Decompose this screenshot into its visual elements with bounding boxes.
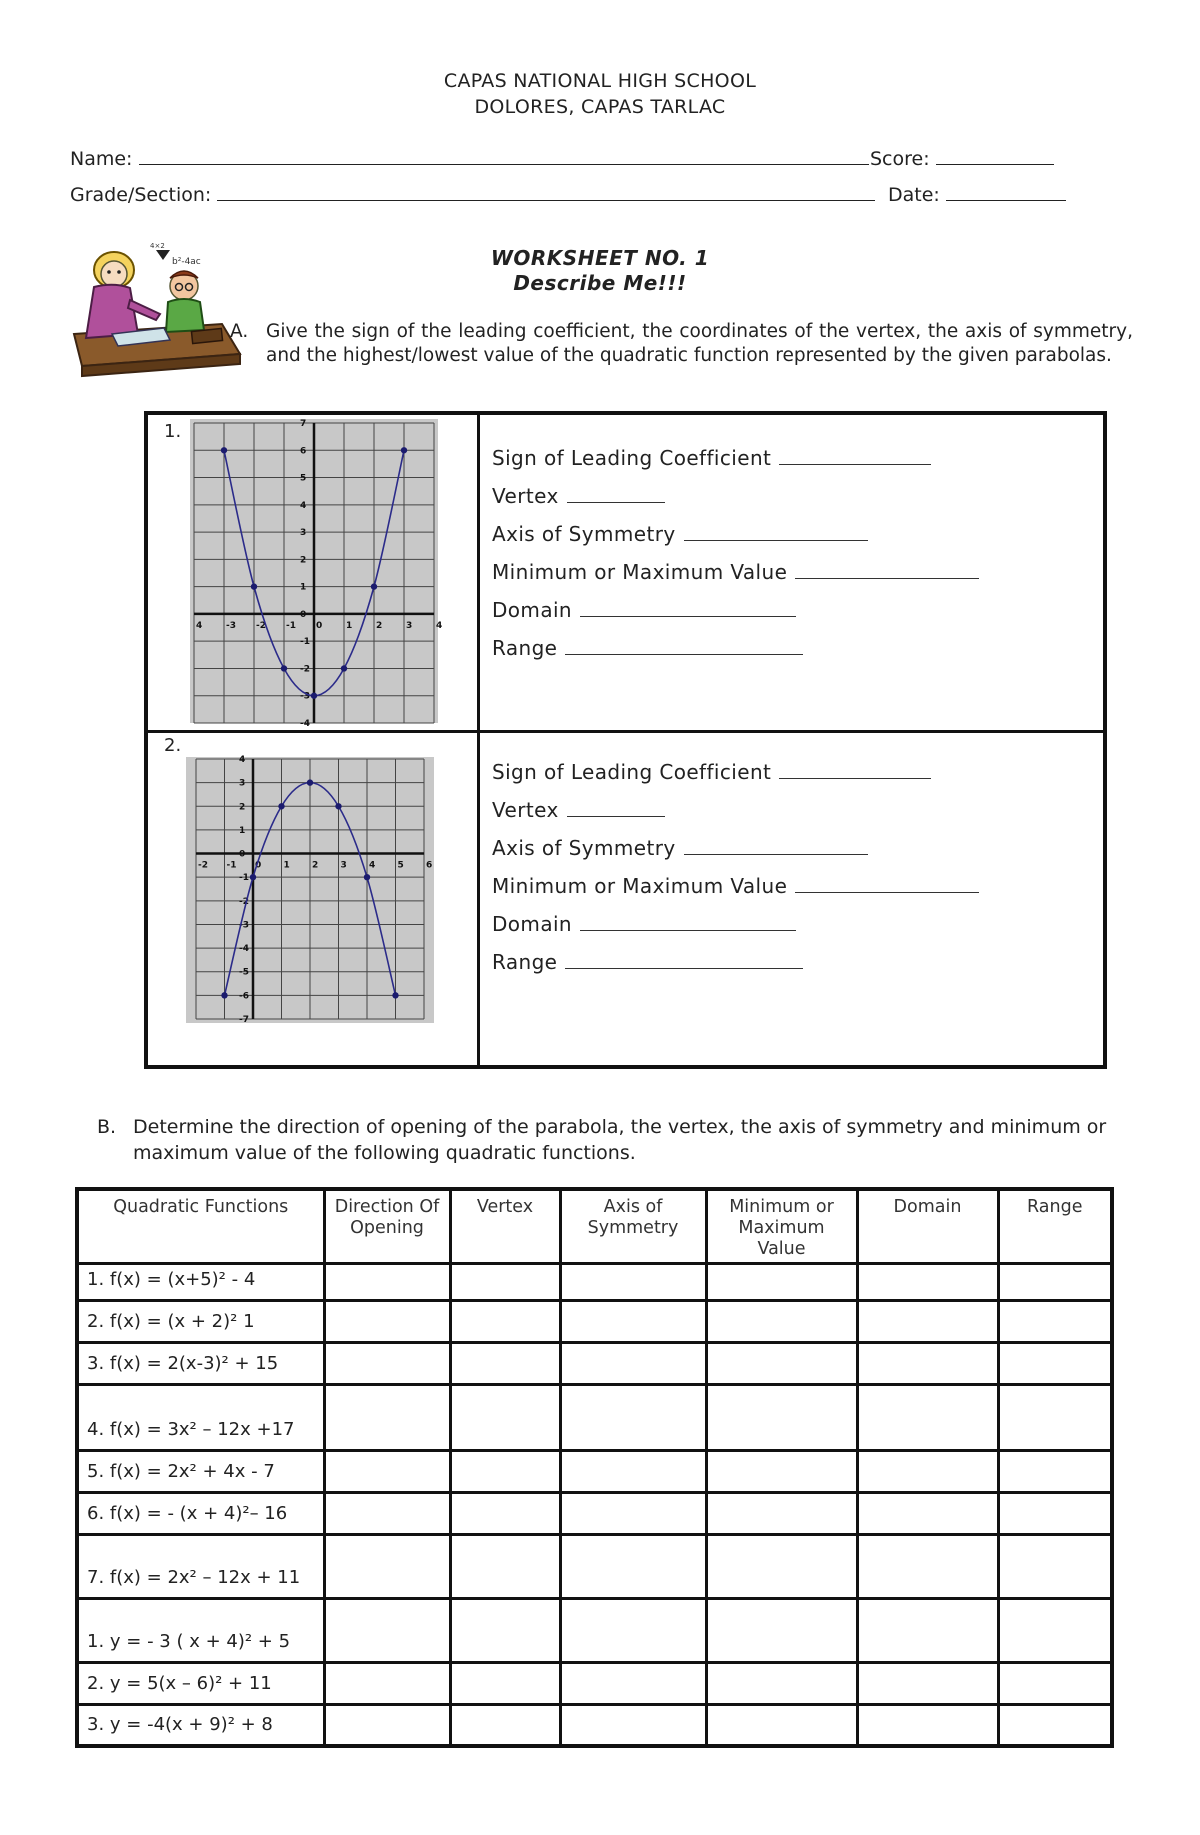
name-label: Name: — [70, 148, 133, 170]
data-point — [221, 992, 227, 998]
y-tick-label: -3 — [300, 691, 310, 702]
answer-cell[interactable] — [560, 1300, 706, 1342]
date-field[interactable] — [888, 182, 1066, 206]
item-1-number: 1. — [164, 421, 182, 442]
answer-cell[interactable] — [998, 1450, 1112, 1492]
answer-cell[interactable] — [857, 1598, 998, 1662]
column-header: Quadratic Functions — [77, 1189, 324, 1263]
answer-cell[interactable] — [706, 1342, 857, 1384]
answer-cell[interactable] — [857, 1342, 998, 1384]
table-row — [77, 1263, 1112, 1300]
table-row — [77, 1662, 1112, 1704]
question-row[interactable] — [492, 553, 979, 591]
column-header: Direction Of Opening — [324, 1189, 450, 1263]
data-point — [371, 583, 377, 589]
answer-cell[interactable] — [450, 1534, 560, 1598]
y-tick-label: -4 — [239, 944, 249, 955]
part-a-instruction-text: Give the sign of the leading coefficient, the coordinates of the vertex, the axis of symmetry, and the highest/lowest value of the quadratic function represented by the given parabolas. — [266, 321, 1133, 366]
function-cell: 2. f(x) = (x + 2)² 1 — [77, 1300, 324, 1342]
x-tick-label: 4 — [436, 620, 443, 631]
function-cell: 4. f(x) = 3x² – 12x +17 — [77, 1384, 324, 1450]
y-tick-label: 1 — [239, 825, 246, 836]
answer-cell[interactable] — [998, 1534, 1112, 1598]
data-point — [401, 447, 407, 453]
parabola-graph-1 — [190, 419, 443, 729]
answer-cell[interactable] — [560, 1450, 706, 1492]
data-point — [335, 803, 341, 809]
svg-text:b²-4ac: b²-4ac — [172, 257, 201, 267]
data-point — [341, 665, 347, 671]
y-tick-label: 4 — [300, 500, 307, 511]
answer-blank[interactable] — [580, 598, 796, 617]
y-tick-label: -2 — [300, 664, 310, 675]
data-point — [251, 583, 257, 589]
x-tick-label: 0 — [255, 860, 262, 871]
answer-blank[interactable] — [684, 836, 868, 855]
question-row[interactable] — [492, 477, 979, 515]
y-tick-label: 5 — [300, 473, 307, 484]
column-header: Vertex — [450, 1189, 560, 1263]
answer-cell[interactable] — [706, 1450, 857, 1492]
answer-cell[interactable] — [706, 1534, 857, 1598]
y-tick-label: -6 — [239, 991, 249, 1002]
parabola-graph-2 — [186, 757, 434, 1023]
x-tick-label: 1 — [346, 620, 353, 631]
answer-cell[interactable] — [706, 1263, 857, 1300]
answer-cell[interactable] — [706, 1384, 857, 1450]
question-label: Domain — [492, 598, 573, 622]
answer-cell[interactable] — [857, 1704, 998, 1746]
answer-blank[interactable] — [795, 874, 979, 893]
answer-cell[interactable] — [857, 1450, 998, 1492]
function-cell: 1. y = - 3 ( x + 4)² + 5 — [77, 1598, 324, 1662]
function-cell: 2. y = 5(x – 6)² + 11 — [77, 1662, 324, 1704]
answer-cell[interactable] — [450, 1342, 560, 1384]
question-row[interactable] — [492, 943, 979, 981]
score-line[interactable] — [936, 146, 1054, 165]
y-tick-label: -5 — [239, 967, 249, 978]
answer-cell[interactable] — [450, 1662, 560, 1704]
answer-cell[interactable] — [324, 1534, 450, 1598]
answer-cell[interactable] — [450, 1384, 560, 1450]
answer-cell[interactable] — [560, 1492, 706, 1534]
answer-cell[interactable] — [560, 1263, 706, 1300]
answer-cell[interactable] — [998, 1598, 1112, 1662]
answer-cell[interactable] — [450, 1492, 560, 1534]
data-point — [392, 992, 398, 998]
school-name: CAPAS NATIONAL HIGH SCHOOL — [443, 70, 757, 92]
answer-blank[interactable] — [565, 950, 803, 969]
answer-cell[interactable] — [998, 1492, 1112, 1534]
item-1-questions — [492, 439, 979, 667]
x-tick-label: -2 — [198, 860, 208, 871]
y-tick-label: 7 — [300, 419, 307, 429]
function-cell: 5. f(x) = 2x² + 4x - 7 — [77, 1450, 324, 1492]
answer-cell[interactable] — [706, 1704, 857, 1746]
column-header: Domain — [857, 1189, 998, 1263]
answer-cell[interactable] — [450, 1450, 560, 1492]
name-field[interactable] — [70, 146, 869, 170]
y-tick-label: 6 — [300, 446, 307, 457]
question-label: Axis of Symmetry — [492, 522, 676, 546]
table-row — [77, 1534, 1112, 1598]
x-tick-label: 4 — [369, 860, 376, 871]
question-label: Range — [492, 636, 558, 660]
y-tick-label: 1 — [300, 582, 307, 593]
answer-cell[interactable] — [450, 1263, 560, 1300]
part-a-table — [144, 411, 1107, 1069]
part-b-instruction — [97, 1114, 1117, 1166]
date-line[interactable] — [946, 182, 1066, 201]
answer-blank[interactable] — [567, 798, 665, 817]
answer-cell[interactable] — [857, 1384, 998, 1450]
question-row[interactable] — [492, 591, 979, 629]
x-tick-label: 3 — [406, 620, 413, 631]
question-row[interactable] — [492, 629, 979, 667]
answer-cell[interactable] — [450, 1704, 560, 1746]
question-label: Sign of Leading Coefficient — [492, 760, 772, 784]
table-row — [77, 1450, 1112, 1492]
answer-cell[interactable] — [324, 1662, 450, 1704]
data-point — [311, 693, 317, 699]
answer-cell[interactable] — [998, 1384, 1112, 1450]
x-tick-label: -2 — [256, 620, 266, 631]
answer-cell[interactable] — [560, 1342, 706, 1384]
answer-cell[interactable] — [706, 1300, 857, 1342]
date-label: Date: — [888, 184, 940, 206]
answer-blank[interactable] — [779, 446, 931, 465]
x-tick-label: 6 — [426, 860, 433, 871]
score-field[interactable] — [870, 146, 1054, 170]
y-tick-label: 3 — [239, 778, 246, 789]
answer-blank[interactable] — [565, 636, 803, 655]
question-row[interactable] — [492, 753, 979, 791]
part-b-instruction-text: Determine the direction of opening of the parabola, the vertex, the axis of symmetry and minimum or maximum value of the following quadratic functions. — [133, 1116, 1107, 1164]
answer-cell[interactable] — [998, 1300, 1112, 1342]
part-b-table — [75, 1187, 1114, 1748]
column-header: Axis of Symmetry — [560, 1189, 706, 1263]
table-row — [77, 1300, 1112, 1342]
x-tick-label: 2 — [376, 620, 383, 631]
question-label: Vertex — [492, 484, 559, 508]
x-tick-label: 3 — [340, 860, 347, 871]
question-row[interactable] — [492, 867, 979, 905]
name-line[interactable] — [139, 146, 869, 165]
answer-cell[interactable] — [324, 1342, 450, 1384]
x-tick-label: -3 — [226, 620, 236, 631]
svg-text:4×2: 4×2 — [150, 242, 165, 250]
answer-cell[interactable] — [324, 1300, 450, 1342]
question-label: Minimum or Maximum Value — [492, 874, 788, 898]
part-a-instruction — [230, 320, 1133, 368]
answer-cell[interactable] — [560, 1662, 706, 1704]
answer-cell[interactable] — [560, 1704, 706, 1746]
answer-cell[interactable] — [324, 1384, 450, 1450]
table-row — [77, 1492, 1112, 1534]
y-tick-label: 2 — [300, 555, 307, 566]
answer-cell[interactable] — [857, 1534, 998, 1598]
table-header-row — [77, 1189, 1112, 1263]
score-label: Score: — [870, 148, 930, 170]
data-point — [250, 874, 256, 880]
answer-cell[interactable] — [998, 1704, 1112, 1746]
y-tick-label: -1 — [239, 873, 249, 884]
answer-cell[interactable] — [324, 1263, 450, 1300]
question-row[interactable] — [492, 439, 979, 477]
data-point — [307, 779, 313, 785]
item-2-questions — [492, 753, 979, 981]
x-tick-label: 4 — [196, 620, 203, 631]
answer-cell[interactable] — [998, 1263, 1112, 1300]
answer-cell[interactable] — [450, 1598, 560, 1662]
grade-section-field[interactable] — [70, 182, 875, 206]
y-tick-label: 0 — [239, 849, 246, 860]
question-label: Axis of Symmetry — [492, 836, 676, 860]
y-tick-label: 4 — [239, 755, 246, 765]
table-row — [77, 1384, 1112, 1450]
x-tick-label: -1 — [226, 860, 237, 871]
answer-cell[interactable] — [324, 1492, 450, 1534]
answer-cell[interactable] — [857, 1662, 998, 1704]
x-tick-label: -1 — [286, 620, 296, 631]
y-tick-label: -3 — [239, 920, 249, 931]
table-row — [77, 1704, 1112, 1746]
grade-section-line[interactable] — [217, 182, 875, 201]
part-a-column-divider — [477, 415, 480, 1065]
answer-cell[interactable] — [998, 1662, 1112, 1704]
y-tick-label: 3 — [300, 528, 307, 539]
y-tick-label: 2 — [239, 802, 246, 813]
worksheet-title: WORKSHEET NO. 1 — [490, 246, 710, 270]
question-label: Vertex — [492, 798, 559, 822]
data-point — [281, 665, 287, 671]
y-tick-label: -1 — [300, 637, 310, 648]
answer-blank[interactable] — [795, 560, 979, 579]
question-label: Minimum or Maximum Value — [492, 560, 788, 584]
answer-cell[interactable] — [857, 1300, 998, 1342]
answer-cell[interactable] — [998, 1342, 1112, 1384]
question-label: Range — [492, 950, 558, 974]
x-tick-label: 2 — [312, 860, 319, 871]
table-row — [77, 1598, 1112, 1662]
answer-cell[interactable] — [560, 1384, 706, 1450]
answer-cell[interactable] — [706, 1598, 857, 1662]
grade-section-label: Grade/Section: — [70, 184, 212, 206]
worksheet-subtitle: Describe Me!!! — [513, 271, 687, 295]
question-label: Domain — [492, 912, 573, 936]
answer-cell[interactable] — [706, 1492, 857, 1534]
data-point — [221, 447, 227, 453]
answer-cell[interactable] — [857, 1263, 998, 1300]
answer-blank[interactable] — [580, 912, 796, 931]
question-row[interactable] — [492, 905, 979, 943]
y-tick-label: -4 — [300, 719, 310, 729]
column-header: Minimum or Maximum Value — [706, 1189, 857, 1263]
part-b-label: B. — [97, 1116, 117, 1138]
school-address: DOLORES, CAPAS TARLAC — [474, 96, 726, 118]
column-header: Range — [998, 1189, 1112, 1263]
answer-cell[interactable] — [324, 1598, 450, 1662]
y-tick-label: -7 — [239, 1015, 249, 1025]
answer-cell[interactable] — [706, 1662, 857, 1704]
answer-cell[interactable] — [857, 1492, 998, 1534]
function-cell: 6. f(x) = - (x + 4)²– 16 — [77, 1492, 324, 1534]
y-tick-label: -2 — [239, 896, 249, 907]
x-tick-label: 1 — [283, 860, 290, 871]
item-2-number: 2. — [164, 735, 182, 756]
function-cell: 7. f(x) = 2x² – 12x + 11 — [77, 1534, 324, 1598]
function-cell: 3. f(x) = 2(x-3)² + 15 — [77, 1342, 324, 1384]
answer-blank[interactable] — [684, 522, 868, 541]
x-tick-label: 0 — [316, 620, 323, 631]
answer-cell[interactable] — [450, 1300, 560, 1342]
part-a-row-divider — [148, 730, 1103, 733]
y-tick-label: 0 — [300, 609, 307, 620]
answer-cell[interactable] — [560, 1598, 706, 1662]
question-label: Sign of Leading Coefficient — [492, 446, 772, 470]
answer-cell[interactable] — [324, 1450, 450, 1492]
answer-cell[interactable] — [324, 1704, 450, 1746]
function-cell: 3. y = -4(x + 9)² + 8 — [77, 1704, 324, 1746]
data-point — [364, 874, 370, 880]
x-tick-label: 5 — [397, 860, 404, 871]
data-point — [278, 803, 284, 809]
question-row[interactable] — [492, 791, 979, 829]
answer-cell[interactable] — [560, 1534, 706, 1598]
table-row — [77, 1342, 1112, 1384]
function-cell: 1. f(x) = (x+5)² - 4 — [77, 1263, 324, 1300]
answer-blank[interactable] — [779, 760, 931, 779]
part-a-label: A. — [230, 321, 249, 342]
question-row[interactable] — [492, 515, 979, 553]
answer-blank[interactable] — [567, 484, 665, 503]
question-row[interactable] — [492, 829, 979, 867]
